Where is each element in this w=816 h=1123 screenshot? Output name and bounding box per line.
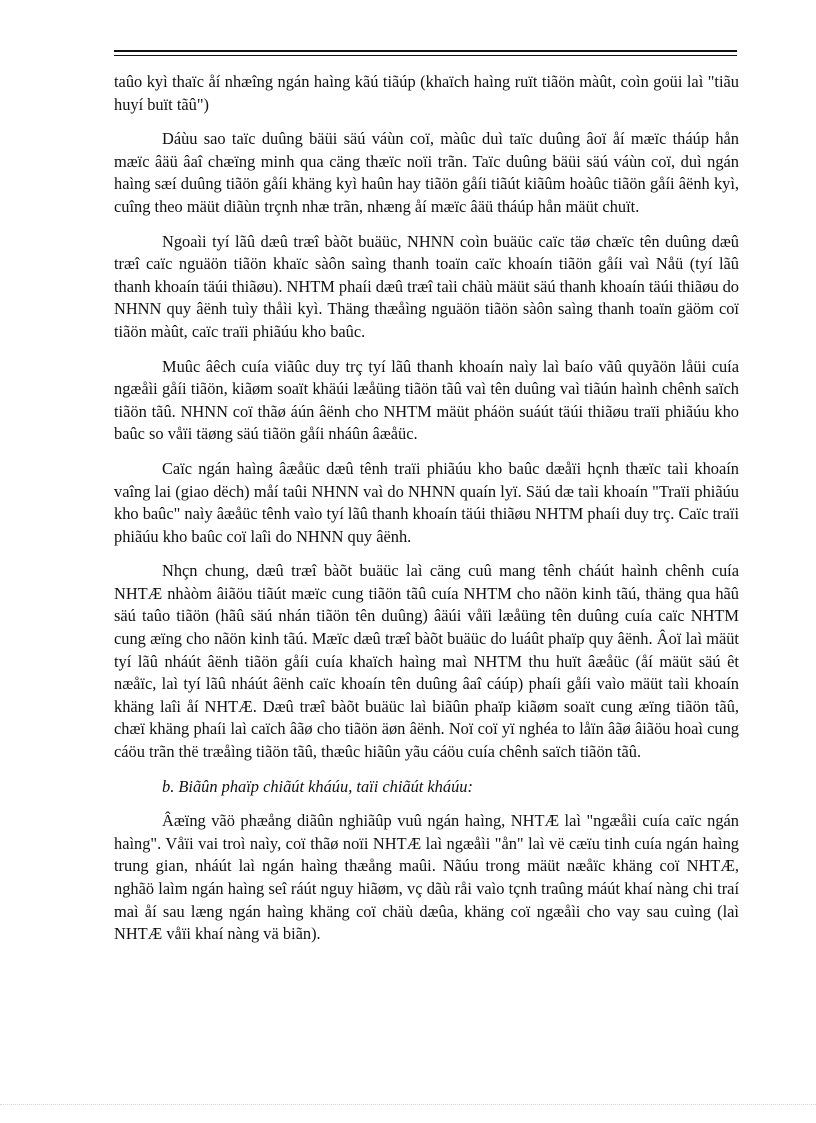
paragraph-liquidity-purpose: Muûc âêch cuía viãûc duy trç tyí lãû thanh khoaín naìy laì baío vãû quyãön låüi cuía ngæåìi gåíi tiãön, kiãøm soaït khäúi læåüng tiãön tãû vaì tên duûng vaì tiãún haình chênh saïch tiãön tãû. NHNN coï thãø áún âënh cho NHTM mäüt pháön suáút täúi thiãøu traïi phiãúu kho baûc so våïi täøng säú tiãön gåíi nháûn âæåüc. bbox=[114, 356, 739, 444]
paragraph-lender-of-last-resort: Âæïng vãö phæång diãûn nghiãûp vuû ngán haìng, NHTÆ laì "ngæåìi cuía caïc ngán haìng". Våïi vai troì naìy, coï thãø noïi NHTÆ laì ngæåìi "ån" laì vë cæïu tinh cuía ngán haìng trung gian, nháút laì ngán haìng thæång maûi. Nãúu trong mäüt næåïc khäng coï NHTÆ, nghãö laìm ngán haìng seî ráút nguy hiãøm, vç dãù råi vaìo tçnh traûng máút khaí nàng chi traí maì åí sau læng ngán haìng khäng coï chäù dæûa, khäng coï ngæåìi cho vay sau cuìng (laì NHTÆ våïi khaí nàng vä biãn). bbox=[114, 811, 739, 944]
paragraph-liquidity-ratio: Ngoaìi tyí lãû dæû træî bàõt buäüc, NHNN coìn buäüc caïc täø chæïc tên duûng dæû træî caïc nguäön tiãön khaïc sàôn saìng thanh toaïn caïc khoaín tiãön gåíi vaì Nåü (tyí lãû thanh khoaín täúi thiãøu). NHTM phaíi dæû træî taìi chäù mäüt säú thanh khoaín täúi thiãøu do NHNN quy âënh tuìy thåìi kyì. Thäng thæåìng nguäön tiãön sàôn saìng thanh toaïn gäöm coï tiãön màût, caïc traïi phiãúu kho baûc. bbox=[114, 231, 740, 341]
paragraph-reserve-summary: Nhçn chung, dæû træî bàõt buäüc laì cäng cuû mang tênh cháút haình chênh cuía NHTÆ nhàòm âiãöu tiãút mæïc cung tiãön tãû cuía NHTM cho nãön kinh tãú, thäng qua hãû säú taûo tiãön (hãû säú nhán tiãön tên duûng) âäúi våïi læåüng tên duûng cuía caïc NHTM cung æïng cho nãön kinh tãú. Mæïc dæû træî bàõt buäüc do luáût phaïp quy âënh. Âoï laì mäüt tyí lãû nháút âënh tiãön gåíi cuía khaïch haìng maì NHTM thu huït âæåüc (åí mäüt säú êt næåïc, laì tyí lãû nháút âënh caïc khoaín tên duûng âaî cáúp) phaíi gåíi vaìo mäüt taìi khoaín khäng laîi åí NHTÆ. Dæû træî bàõt buäüc laì biãûn phaïp kiãøm soaït cung æïng tiãön tãû, chæï khäng phaíi laì caïch âãø cho tiãön äøn âënh. Noï coï yï nghéa to låïn âãø âiãöu hoaì cung cáöu trãn thë træåìng tiãön tãû, thæûc hiãûn yãu cáöu cuía chênh saïch tiãön tãû. bbox=[114, 561, 739, 762]
section-heading-discount: b. Biãûn phaïp chiãút kháúu, taïi chiãút kháúu: bbox=[162, 776, 473, 796]
paragraph-money-multiplier: Dáùu sao taïc duûng bäüi säú váùn coï, màûc duì taïc duûng âoï åí mæïc tháúp hån mæïc âäü âaî chæïng minh qua cäng thæïc noïi trãn. Taïc duûng bäüi säú váùn coï, duì ngán haìng sæí duûng tiãön gåíi khäng kyì haûn hay tiãön gåíi tiãút kiãûm hoàûc tiãön gåíi âënh kyì, cuîng theo mäüt diãùn trçnh nhæ trãn, nhæng åí mæïc âäü tháúp hån mäüt chuït. bbox=[114, 129, 739, 216]
header-rule-thick bbox=[114, 50, 737, 52]
page-body bbox=[114, 71, 739, 958]
paragraph-treasury-bills: Caïc ngán haìng âæåüc dæû tênh traïi phiãúu kho baûc dæåïi hçnh thæïc taìi khoaín vaîng lai (giao dëch) måí taûi NHNN vaì do NHNN quaín lyï. Säú dæ taìi khoaín "Traïi phiãúu kho baûc" naìy âæåüc tênh vaìo tyí lãû thanh khoaín täúi thiãøu NHTM phaíi duy trç. Caïc traïi phiãúu kho baûc coï laîi do NHNN quy âënh. bbox=[114, 458, 739, 546]
paragraph-continuation: taûo kyì thaïc åí nhæîng ngán haìng kãú tiãúp (khaïch haìng ruït tiãön màût, coìn goüi laì "tiãu huyí buït tãû") bbox=[114, 72, 739, 114]
footer-dotted-line bbox=[0, 1104, 816, 1105]
header-rule-thin bbox=[114, 55, 737, 56]
